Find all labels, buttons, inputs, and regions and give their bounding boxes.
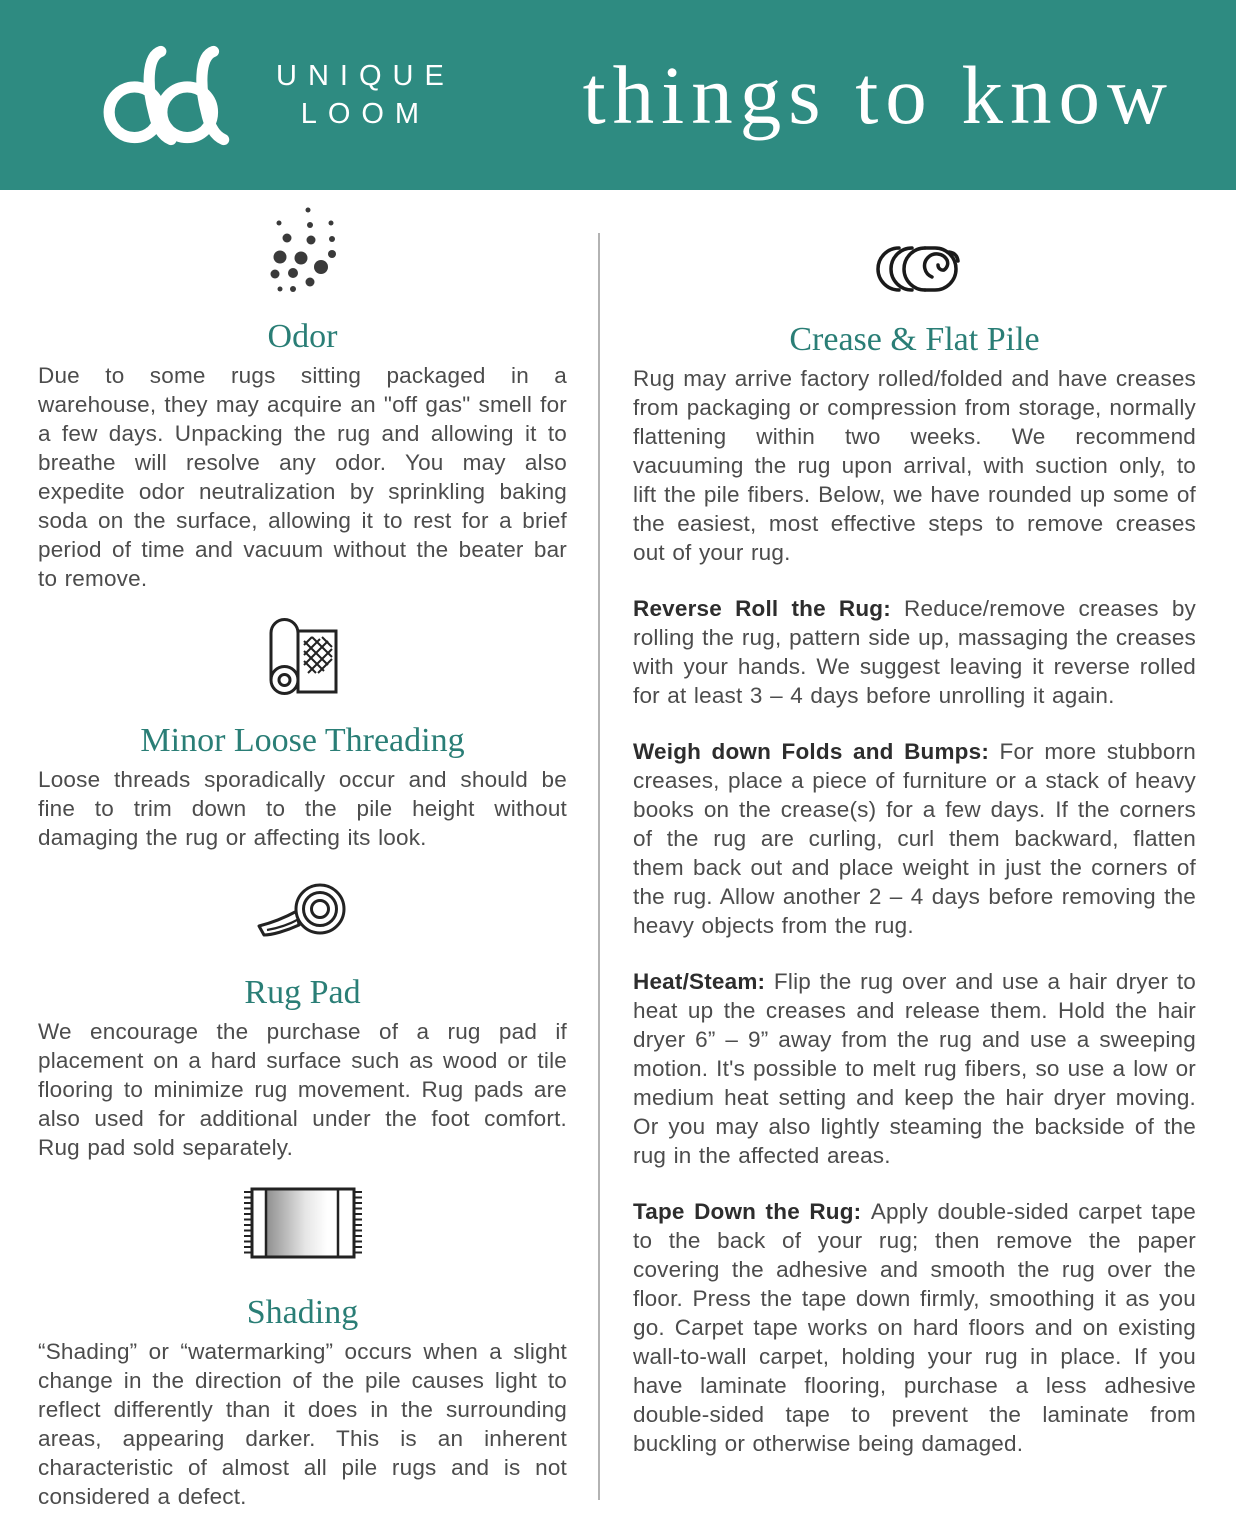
threading-icon-box: [38, 616, 567, 705]
section-title-crease: Crease & Flat Pile: [789, 321, 1040, 358]
header-banner: [0, 0, 1236, 190]
brand-line-2: LOOM: [300, 98, 431, 130]
shaded-rug-fringe-icon: [243, 1186, 363, 1260]
brand-line-1: UNIQUE: [276, 60, 455, 92]
section-body-odor: Due to some rugs sitting packaged in a warehouse, they may acquire an "off gas" smell for a few days. Unpacking the rug and allowing it to breathe will resolve any odor. You may also expedite odor neutralization by sprinkling baking soda on the surface, allowing it to rest for a brief period of time and vacuum without the beater bar to remove.: [38, 363, 567, 591]
odor-icon-box: [38, 204, 567, 301]
shading-icon-box: [38, 1186, 567, 1265]
rolled-rug-crosshatch-icon: [267, 616, 339, 700]
section-title-odor: Odor: [267, 318, 338, 355]
content-area: [0, 190, 1236, 1533]
section-body-crease: Rug may arrive factory rolled/folded and have creases from packaging or compression from storage, normally flattening within two weeks. We recommend vacuuming the rug upon arrival, with suction only, to lift the pile fibers. Below, we have rounded up some of the easiest, most effective steps to remove creases out of your rug.: [633, 366, 1196, 565]
tip-weigh-down-text: For more stubborn creases, place a piece of furniture or a stack of heavy books on the crease(s) for a few days. If the corners of the rug are curling, curl them backward, flatten them back out and place weight in just the corners of the rug. Allow another 2 – 4 days before removing the heavy objects from the rug.: [633, 739, 1197, 938]
section-title-shading: Shading: [246, 1293, 359, 1331]
section-body-rug-pad: We encourage the purchase of a rug pad if placement on a hard surface such as wood or tile flooring to minimize rug movement. Rug pads are also used for additional under the foot comfort. Rug pad sold separately.: [38, 1018, 567, 1160]
section-body-shading: “Shading” or “watermarking” occurs when a slight change in the direction of the pile causes light to reflect differently than it does in the surrounding areas, appearing darker. This is an inherent characteristic of almost all pile rugs and is not considered a defect.: [38, 1338, 567, 1509]
unique-loom-logo-icon: [98, 39, 250, 151]
tip-tape-down-lead: Tape Down the Rug:: [633, 1199, 871, 1224]
brand-name: [276, 57, 455, 133]
crease-icon-box: [633, 243, 1196, 300]
tip-weigh-down: [633, 737, 1196, 940]
tip-heat-steam-lead: Heat/Steam:: [633, 969, 774, 994]
section-title-threading: Minor Loose Threading: [140, 721, 465, 759]
right-column: [633, 190, 1196, 1481]
tip-reverse-roll-text: Reduce/remove creases by rolling the rug, pattern side up, massaging the creases with your hands. We suggest leaving it reverse rolled for at least 3 – 4 days before unrolling it again.: [633, 596, 1196, 708]
tip-weigh-down-lead: Weigh down Folds and Bumps:: [633, 739, 1000, 764]
tip-reverse-roll-lead: Reverse Roll the Rug:: [633, 596, 905, 621]
column-divider: [598, 233, 600, 1500]
tip-reverse-roll: [633, 594, 1196, 710]
tip-tape-down: [633, 1197, 1196, 1458]
brand-logo-block: [98, 39, 455, 151]
tip-tape-down-text: Apply double-sided carpet tape to the back of your rug; then remove the paper covering the adhesive and smooth the rug over the floor. Press the tape down firmly, smoothing it as you go. Carpet tape works on hard floors and on existing wall-to-wall carpet, holding your rug in place. If you have laminate flooring, purchase a less adhesive double-sided tape to prevent the laminate from buckling or otherwise being damaged.: [633, 1199, 1196, 1456]
rolled-rug-side-icon: [869, 243, 961, 295]
rug-pad-icon-box: [38, 880, 567, 943]
tip-heat-steam-text: Flip the rug over and use a hair dryer to heat up the creases and release them. Hold the hair dryer 6” – 9” away from the rug and use a sweeping motion. It's possible to melt rug fibers, so use a low or medium heat setting and keep the hair dryer moving. Or you may also lightly steaming the backside of the rug in the affected areas.: [633, 969, 1196, 1168]
section-title-rug-pad: Rug Pad: [244, 973, 361, 1011]
section-body-threading: Loose threads sporadically occur and should be fine to trim down to the pile height without damaging the rug or affecting its look.: [38, 766, 567, 850]
rug-pad-roll-icon: [257, 880, 349, 938]
tip-heat-steam: [633, 967, 1196, 1170]
left-column: [38, 190, 567, 1533]
page-title: things to know: [582, 49, 1174, 141]
odor-dots-icon: [255, 204, 350, 296]
